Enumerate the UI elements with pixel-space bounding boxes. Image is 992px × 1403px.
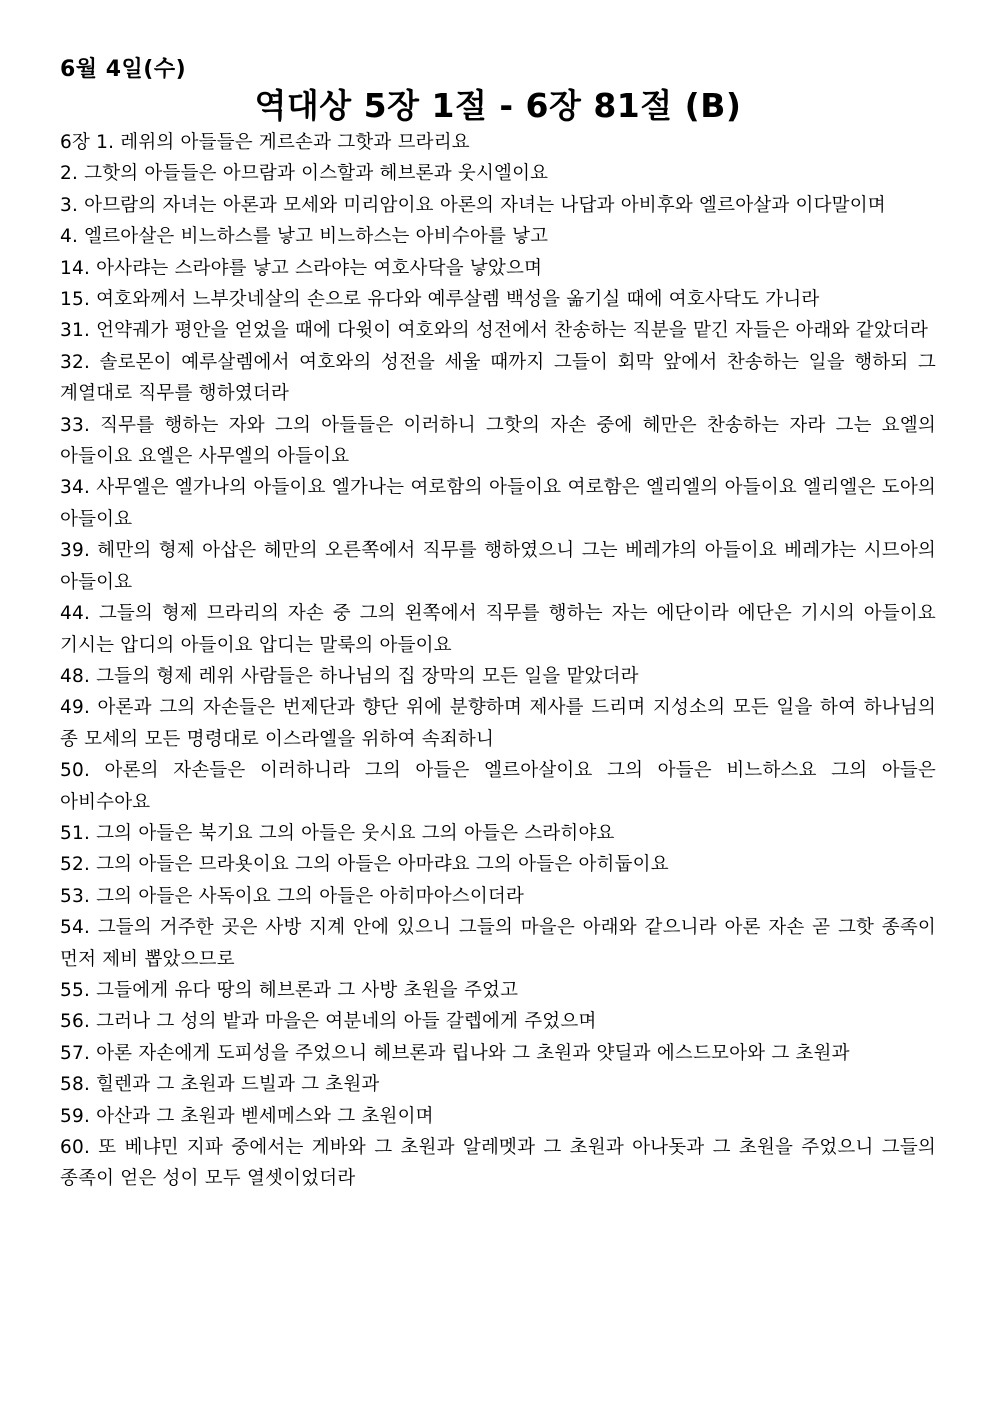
verse-text: 53. 그의 아들은 사독이요 그의 아들은 아히마아스이더라 (60, 885, 525, 907)
document-page (60, 52, 936, 1195)
verse-text: 39. 헤만의 형제 아삽은 헤만의 오른쪽에서 직무를 행하였으니 그는 베레갸의 아들이요 베레갸는 시므아의 아들이요 (60, 540, 936, 593)
verse-text: 2. 그핫의 아들들은 아므람과 이스할과 헤브론과 웃시엘이요 (60, 163, 549, 185)
verse-text: 34. 사무엘은 엘가나의 아들이요 엘가나는 여로함의 아들이요 여로함은 엘리엘의 아들이요 엘리엘은 도아의 아들이요 (60, 477, 936, 530)
verse-text: 3. 아므람의 자녀는 아론과 모세와 미리암이요 아론의 자녀는 나답과 아비후와 엘르아살과 이다말이며 (60, 194, 886, 216)
verse-text: 6장 1. 레위의 아들들은 게르손과 그핫과 므라리요 (60, 132, 470, 153)
page-title: 역대상 5장 1절 - 6장 81절 (B) (254, 86, 742, 125)
verse-text: 33. 직무를 행하는 자와 그의 아들들은 이러하니 그핫의 자손 중에 헤만은 찬송하는 자라 그는 요엘의 아들이요 요엘은 사무엘의 아들이요 (60, 414, 936, 468)
verse-text: 49. 아론과 그의 자손들은 번제단과 향단 위에 분향하며 제사를 드리며 지성소의 모든 일을 하여 하나님의 종 모세의 모든 명령대로 이스라엘을 위하여 속죄하니 (60, 697, 936, 750)
verse-text: 56. 그러나 그 성의 밭과 마을은 여분네의 아들 갈렙에게 주었으며 (60, 1011, 597, 1033)
verse-text: 57. 아론 자손에게 도피성을 주었으니 헤브론과 립나와 그 초원과 얏딜과 에스드모아와 그 초원과 (60, 1042, 850, 1064)
verse-text: 52. 그의 아들은 므라욧이요 그의 아들은 아마랴요 그의 아들은 아히둡이요 (60, 854, 669, 876)
verse-text: 55. 그들에게 유다 땅의 헤브론과 그 사방 초원을 주었고 (60, 979, 519, 1001)
verse-text: 32. 솔로몬이 예루살렘에서 여호와의 성전을 세울 때까지 그들이 회막 앞에서 찬송하는 일을 행하되 그 계열대로 직무를 행하였더라 (60, 351, 936, 405)
verse-text: 58. 힐렌과 그 초원과 드빌과 그 초원과 (60, 1074, 380, 1096)
verse-text: 59. 아산과 그 초원과 벧세메스와 그 초원이며 (60, 1105, 434, 1127)
verse-text: 31. 언약궤가 평안을 얻었을 때에 다윗이 여호와의 성전에서 찬송하는 직분을 맡긴 자들은 아래와 같았더라 (60, 320, 929, 342)
verse-text: 50. 아론의 자손들은 이러하니라 그의 아들은 엘르아살이요 그의 아들은 비느하스요 그의 아들은 아비수아요 (60, 760, 936, 813)
verse-text: 54. 그들의 거주한 곳은 사방 지계 안에 있으니 그들의 마을은 아래와 같으니라 아론 자손 곧 그핫 종족이 먼저 제비 뽑았으므로 (60, 917, 936, 970)
verse-list (60, 127, 936, 1195)
verse-text: 48. 그들의 형제 레위 사람들은 하나님의 집 장막의 모든 일을 맡았더라 (60, 665, 639, 687)
verse-text: 15. 여호와께서 느부갓네살의 손으로 유다와 예루살렘 백성을 옮기실 때에 여호사닥도 가니라 (60, 289, 820, 311)
verse-text: 14. 아사랴는 스라야를 낳고 스라야는 여호사닥을 낳았으며 (60, 257, 543, 279)
verse-text: 44. 그들의 형제 므라리의 자손 중 그의 왼쪽에서 직무를 행하는 자는 에단이라 에단은 기시의 아들이요 기시는 압디의 아들이요 압디는 말룩의 아들이요 (60, 603, 936, 656)
verse-text: 4. 엘르아살은 비느하스를 낳고 비느하스는 아비수아를 낳고 (60, 226, 549, 248)
reading-date: 6월 4일(수) (60, 57, 187, 82)
verse-text: 51. 그의 아들은 북기요 그의 아들은 웃시요 그의 아들은 스라히야요 (60, 822, 615, 844)
verse-text: 60. 또 베냐민 지파 중에서는 게바와 그 초원과 알레멧과 그 초원과 아나돗과 그 초원을 주었으니 그들의 종족이 얻은 성이 모두 열셋이었더라 (60, 1137, 936, 1190)
